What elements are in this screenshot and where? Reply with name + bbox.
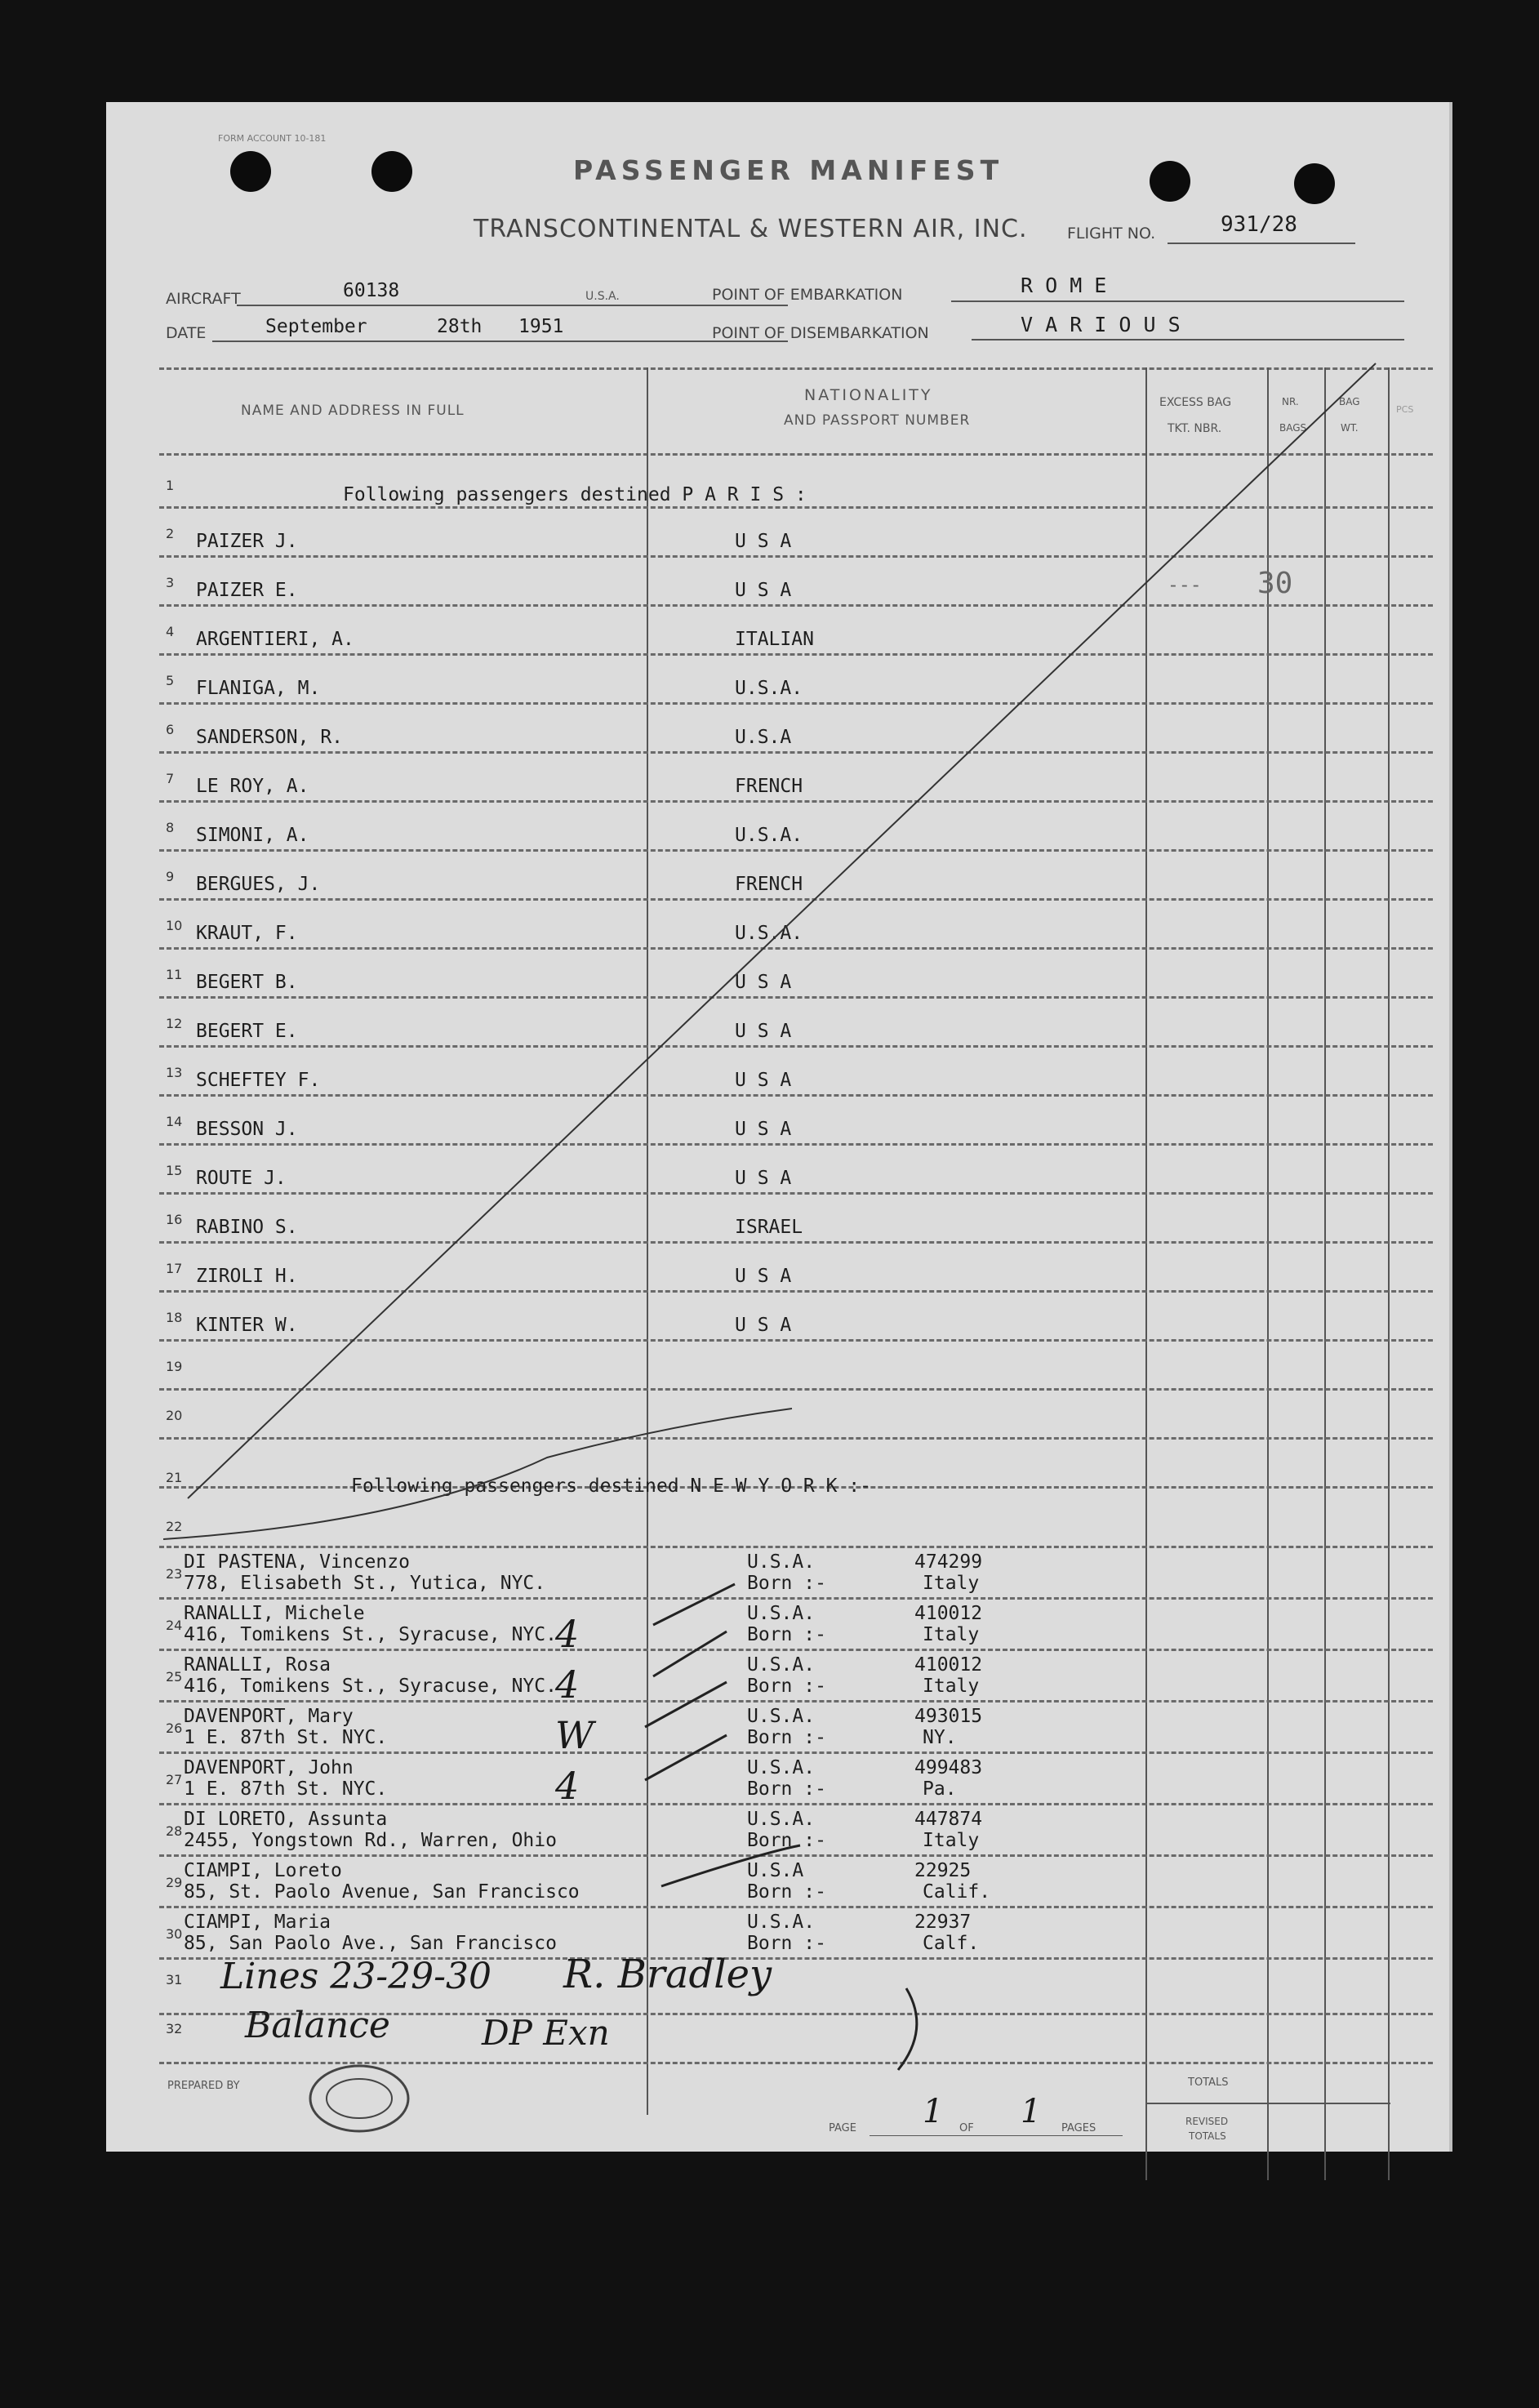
of-label: OF [959,2122,974,2134]
embarkation-label: POINT OF EMBARKATION [712,286,903,304]
handwritten-initials: DP Exn [482,2013,610,2053]
check-mark [653,1631,727,1676]
revised-label: REVISED [1185,2116,1229,2127]
embarkation-value: R O M E [1021,274,1107,297]
form-number: FORM ACCOUNT 10-181 [218,133,327,144]
section-ny-heading: Following passengers destined N E W Y O R K :- [351,1476,871,1497]
disembarkation-label: POINT OF DISEMBARKATION [712,324,929,342]
row-number: 31 [166,1972,183,1987]
name-header: NAME AND ADDRESS IN FULL [241,403,465,419]
date-month: September [265,316,367,337]
bag-header: BAG [1339,396,1360,407]
totals-label: TOTALS [1188,2076,1229,2089]
disembarkation-value: V A R I O U S [1021,313,1181,336]
handwritten-marks: 4 4 W 4 [555,1612,598,1808]
passport-header: AND PASSPORT NUMBER [784,412,971,429]
prepared-by-label: PREPARED BY [167,2080,240,2092]
manifest-sheet: FORM ACCOUNT 10-181 PASSENGER MANIFEST TRANSCONTINENTAL & WESTERN AIR, INC. FLIGHT NO. 931/28 AIRCRAFT 60138 U.S.A. DATE September 28th 1951 POINT OF EMBARKATION R O M E POINT OF DISEMBARKATION V A R I O U S NAME AND ADDRESS IN FULL NATIONALITY AND PASSPORT NUMBER EXCESS BAG TKT. NBR. NR. BAGS BAG WT. PCS 1 Following passengers destined P A R I S : 2 PAIZER J. U S A 3 PAIZER E. U S A --- 30 4 ARGENTIERI, A. ITALIAN 5 FLANIGA, M. U.S.A. 6 SANDERSON, R. U.S.A 7 LE ROY, A. FRENCH 8 SIMONI, A. U.S.A. 9 BERGUES, J. FRENCH 10 KRAUT, F. U.S.A. 11 BEGERT B. U S A 12 BEGERT E. U S A 13 SCHEFTEY F. U S A 14 BESSON J. U S A 15 ROUTE J. U S A 16 RABINO S. ISRAEL 17 ZIROLI H. U S A 18 KINTER W. U S A 19 20 21 Following passengers destined N E W Y O R K :- 22 23 DI PASTENA, Vincenzo 778, Elisabeth St., Yutica, NYC. U.S.A. Born :- 474299 Italy 24 RANALLI, Michele 416, Tomikens St., Syracuse, NYC. U.S.A. Born :- 410012 Italy 25 RANALLI, Rosa 416, Tomikens St., Syracuse, NYC. U.S.A. Born :- 410012 Italy 26 DAVENPORT, Mary 1 E. 87th St. NYC. U.S.A. Born :- 493015 NY. 27 DAVENPORT, John 1 E. 87th St. NYC. U.S.A. Born :- 499483 Pa. 28 DI LORETO, Assunta 2455, Yongstown Rd., Warren, Ohio U.S.A. Born :- 447874 Italy 29 CIAMPI, Loreto 85, St. Paolo Avenue, San Francisco U.S.A Born :- 22925 Calif. 30 CIAMPI, Maria 85, San Paolo Ave., San Francisco U.S.A. Born :- 22937 Calf. 31 32 Lines 23-29-30 R. Bradley Balance DP Exn 4 4 W 4 PREPARED BY PAGE 1 OF 1 PAGES TOTALS REVISED TOTALS [106,102,1452,2152]
usa-label: U.S.A. [585,290,620,303]
excess-bag-header: EXCESS BAG [1159,396,1232,409]
diagonal-strike-line [188,363,1376,1498]
aircraft-label: AIRCRAFT [166,290,241,308]
bags-header: BAGS [1279,422,1307,434]
row-number: 21 [166,1470,183,1485]
nationality-header: NATIONALITY [804,386,933,404]
handwritten-lines-note: Lines 23-29-30 [220,1956,492,1997]
wt-header: WT. [1341,422,1359,434]
aircraft-number: 60138 [343,280,400,301]
pen-marks [106,102,1449,2152]
total-pages: 1 [1021,2093,1042,2130]
pen-stroke [661,1845,800,1886]
handwritten-balance: Balance [245,2005,390,2046]
nr-header: NR. [1282,396,1299,407]
check-mark [645,1735,727,1780]
date-day: 28th [437,316,483,337]
pen-stroke [163,1409,792,1539]
excess-tkt-header: TKT. NBR. [1168,422,1222,435]
handwritten-signature: R. Bradley [563,1952,772,1997]
pen-stroke [898,1988,917,2070]
pcs-header: PCS [1396,404,1414,415]
pages-label: PAGES [1061,2122,1096,2134]
date-label: DATE [166,324,207,342]
page-number: 1 [923,2093,944,2130]
flight-label: FLIGHT NO. [1067,225,1156,243]
check-mark [653,1584,735,1625]
inspection-stamp [310,2066,408,2131]
form-title: PASSENGER MANIFEST [573,154,1004,186]
check-mark [645,1682,727,1727]
row-number: 1 [166,478,175,493]
date-year: 1951 [518,316,564,337]
page-label: PAGE [829,2122,856,2134]
row-number: 32 [166,2021,183,2036]
section-paris-heading: Following passengers destined P A R I S : [343,484,807,505]
airline-name: TRANSCONTINENTAL & WESTERN AIR, INC. [474,215,1028,243]
row-number: 22 [166,1519,183,1534]
flight-number: 931/28 [1221,212,1297,237]
revised-totals-label: TOTALS [1189,2130,1226,2142]
